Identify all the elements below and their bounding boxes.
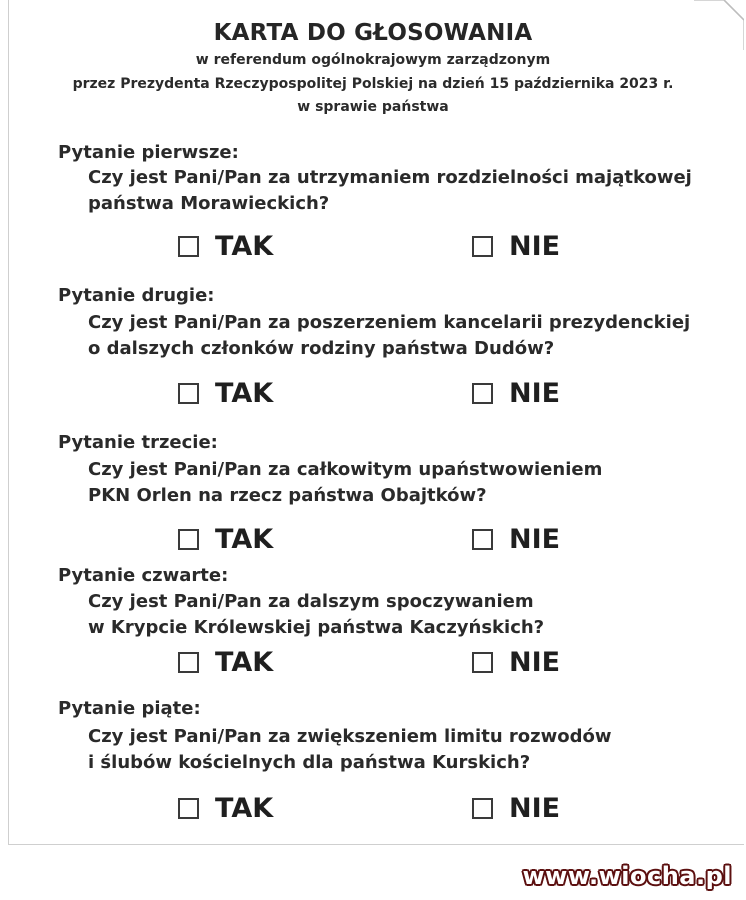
question-5-text-line-2: i ślubów kościelnych dla państwa Kurskich? [88, 752, 531, 773]
question-1-no-label: NIE [509, 230, 561, 262]
site-watermark: www.wiocha.pl [522, 862, 732, 890]
question-2-yes-label: TAK [215, 377, 274, 409]
question-5-text-line-1: Czy jest Pani/Pan za zwiększeniem limitu rozwodów [88, 726, 612, 747]
question-2-no-label: NIE [509, 377, 561, 409]
question-3-yes-option[interactable] [178, 522, 273, 556]
question-3-no-checkbox[interactable] [472, 529, 493, 550]
question-5-label: Pytanie piąte: [58, 698, 201, 719]
question-4-text-line-1: Czy jest Pani/Pan za dalszym spoczywaniem [88, 591, 534, 612]
question-5-no-checkbox[interactable] [472, 798, 493, 819]
question-4-no-checkbox[interactable] [472, 652, 493, 673]
question-4-text-line-2: w Krypcie Królewskiej państwa Kaczyńskich? [88, 617, 545, 638]
question-3-text-line-2: PKN Orlen na rzecz państwa Obajtków? [88, 485, 487, 506]
question-2-yes-option[interactable] [178, 376, 273, 410]
question-5-yes-label: TAK [215, 792, 274, 824]
ballot-subtitle-line-3: w sprawie państwa [297, 99, 449, 115]
question-2-yes-checkbox[interactable] [178, 383, 199, 404]
question-2-text-line-1: Czy jest Pani/Pan za poszerzeniem kancelarii prezydenckiej [88, 312, 691, 333]
ballot-title: KARTA DO GŁOSOWANIA [213, 20, 533, 46]
question-2-label: Pytanie drugie: [58, 285, 215, 306]
question-3-label: Pytanie trzecie: [58, 432, 218, 453]
question-3-yes-label: TAK [215, 523, 274, 555]
question-1-text-line-1: Czy jest Pani/Pan za utrzymaniem rozdzielności majątkowej [88, 167, 692, 188]
question-2-no-option[interactable] [472, 376, 560, 410]
question-5-yes-option[interactable] [178, 791, 273, 825]
question-4-yes-checkbox[interactable] [178, 652, 199, 673]
question-5-no-label: NIE [509, 792, 561, 824]
question-1-no-checkbox[interactable] [472, 236, 493, 257]
question-1-yes-checkbox[interactable] [178, 236, 199, 257]
question-1-text-line-2: państwa Morawieckich? [88, 193, 330, 214]
ballot-subtitle-line-2: przez Prezydenta Rzeczypospolitej Polskiej na dzień 15 października 2023 r. [72, 76, 674, 92]
question-4-no-label: NIE [509, 646, 561, 678]
question-3-text-line-1: Czy jest Pani/Pan za całkowitym upaństwowieniem [88, 459, 603, 480]
question-1-label: Pytanie pierwsze: [58, 142, 239, 163]
question-2-text-line-2: o dalszych członków rodziny państwa Dudów? [88, 338, 555, 359]
question-1-no-option[interactable] [472, 229, 560, 263]
question-4-no-option[interactable] [472, 645, 560, 679]
question-1-yes-option[interactable] [178, 229, 273, 263]
question-5-yes-checkbox[interactable] [178, 798, 199, 819]
question-3-yes-checkbox[interactable] [178, 529, 199, 550]
question-3-no-option[interactable] [472, 522, 560, 556]
ballot-subtitle-line-1: w referendum ogólnokrajowym zarządzonym [195, 52, 551, 68]
question-2-no-checkbox[interactable] [472, 383, 493, 404]
question-4-yes-option[interactable] [178, 645, 273, 679]
question-5-no-option[interactable] [472, 791, 560, 825]
question-4-label: Pytanie czwarte: [58, 565, 229, 586]
question-1-yes-label: TAK [215, 230, 274, 262]
question-4-yes-label: TAK [215, 646, 274, 678]
question-3-no-label: NIE [509, 523, 561, 555]
